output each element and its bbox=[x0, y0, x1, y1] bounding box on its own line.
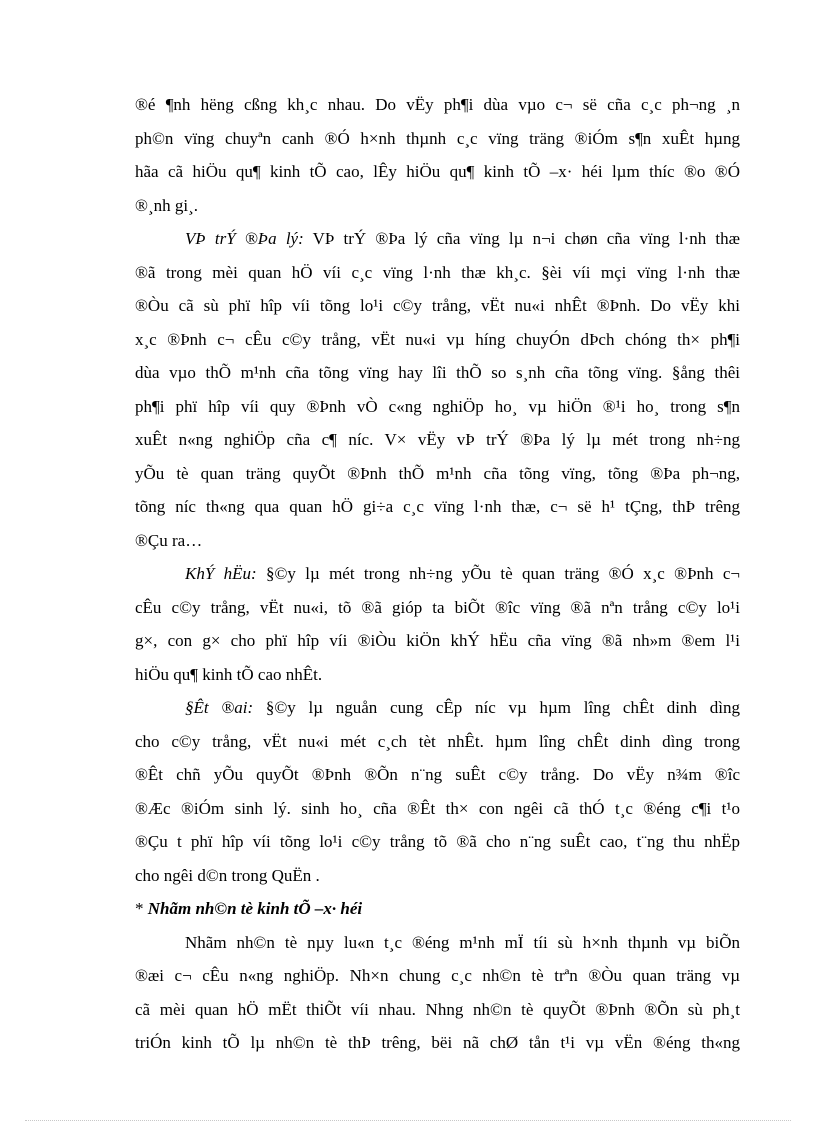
text-line: ®Çu t phï hîp víi tõng lo¹i c©y trång tõ ®ã cho n¨ng suÊt cao, t¨ng thu nhËp bbox=[135, 832, 740, 851]
text-line: cho ngêi d©n trong QuËn . bbox=[135, 866, 320, 885]
section-heading bbox=[135, 899, 740, 919]
text-line: hiÖu qu¶ kinh tÕ cao nhÊt. bbox=[135, 665, 323, 684]
text-line: g×, con g× cho phï hîp víi ®iÒu kiÖn khÝ hËu cña vïng ®ã nh»m ®em l¹i bbox=[135, 631, 740, 650]
text-line: ®æi c¬ cÊu n«ng nghiÖp. Nh×n chung c¸c nh©n tè trªn ®Òu quan träng vµ bbox=[135, 966, 740, 985]
text-line: xuÊt n«ng nghiÖp cña c¶ níc. V× vËy vÞ trÝ ®Þa lý lµ mét trong nh÷ng bbox=[135, 430, 740, 449]
text-line: x¸c ®Þnh c¬ cÊu c©y trång, vËt nu«i vµ híng chuyÓn dÞch chóng th× ph¶i bbox=[135, 330, 740, 349]
text-line: ®Êt chñ yÕu quyÕt ®Þnh ®Õn n¨ng suÊt c©y trång. Do vËy n¾m ®îc bbox=[135, 765, 740, 784]
text-line: hãa cã hiÖu qu¶ kinh tÕ cao, lÊy hiÖu qu¶ kinh tÕ –x· héi lµm thíc ®o ®Ó bbox=[135, 162, 740, 181]
text-line: yÕu tè quan träng quyÕt ®Þnh thÕ m¹nh cña tõng vïng, tõng ®Þa ph¬ng, bbox=[135, 464, 740, 483]
heading-bullet: * bbox=[135, 899, 148, 918]
text-line: dùa vµo thÕ m¹nh cña tõng vïng hay lîi thÕ so s¸nh cña tõng vïng. §ång thêi bbox=[135, 363, 740, 382]
text-line: tõng níc th«ng qua quan hÖ gi÷a c¸c vïng l·nh thæ, c¬ së h¹ tÇng, thÞ trêng bbox=[135, 497, 740, 516]
text-line: ®é ¶nh hëng cßng kh¸c nhau. Do vËy ph¶i dùa vµo c¬ së cña c¸c ph¬ng ¸n bbox=[135, 95, 740, 114]
page-bottom-rule bbox=[25, 1120, 791, 1121]
text-line: triÓn kinh tÕ lµ nh©n tè thÞ trêng, bëi nã chØ tån t¹i vµ vËn ®éng th«ng bbox=[135, 1033, 740, 1052]
text-line: ®Æc ®iÓm sinh lý. sinh ho¸ cña ®Êt th× con ngêi cã thÓ t¸c ®éng c¶i t¹o bbox=[135, 799, 740, 818]
text-line: ®Çu ra… bbox=[135, 531, 203, 550]
text-line: ph©n vïng chuyªn canh ®Ó h×nh thµnh c¸c vïng träng ®iÓm s¶n xuÊt hµng bbox=[135, 129, 740, 148]
text-line: ®Òu cã sù phï hîp víi tõng lo¹i c©y trång, vËt nu«i nhÊt ®Þnh. Do vËy khi bbox=[135, 296, 740, 315]
heading-socioeconomic: Nhãm nh©n tè kinh tÕ –x· héi bbox=[147, 899, 363, 918]
paragraph-climate bbox=[185, 564, 740, 584]
text-line: cã mèi quan hÖ mËt thiÕt víi nhau. Nhng nh©n tè quyÕt ®Þnh ®Õn sù ph¸t bbox=[135, 1000, 740, 1019]
paragraph-soil bbox=[185, 698, 740, 718]
text-line: VÞ trÝ ®Þa lý cña vïng lµ n¬i chøn cña vïng l·nh thæ bbox=[303, 229, 740, 248]
text-line: cho c©y trång, vËt nu«i mét c¸ch tèt nhÊt. hµm lîng chÊt dinh dìng trong bbox=[135, 732, 740, 751]
heading-climate: KhÝ hËu: bbox=[185, 564, 257, 583]
text-line: ®ã trong mèi quan hÖ víi c¸c vïng l·nh thæ kh¸c. §èi víi mçi vïng l·nh thæ bbox=[135, 263, 740, 282]
text-line: Nhãm nh©n tè nµy lu«n t¸c ®éng m¹nh mÏ tíi sù h×nh thµnh vµ biÕn bbox=[185, 933, 740, 952]
heading-location: VÞ trÝ ®Þa lý: bbox=[185, 229, 304, 248]
text-line: ph¶i phï hîp víi quy ®Þnh vÒ c«ng nghiÖp ho¸ vµ hiÖn ®¹i ho¸ trong s¶n bbox=[135, 397, 740, 416]
text-line: §©y lµ mét trong nh÷ng yÕu tè quan träng ®Ó x¸c ®Þnh c¬ bbox=[256, 564, 740, 583]
heading-soil: §Êt ®ai: bbox=[185, 698, 254, 717]
text-line: ®¸nh gi¸. bbox=[135, 196, 198, 215]
text-line: §©y lµ nguån cung cÊp níc vµ hµm lîng chÊt dinh dìng bbox=[253, 698, 740, 717]
text-line: cÊu c©y trång, vËt nu«i, tõ ®ã gióp ta biÕt ®îc vïng ®ã nªn trång c©y lo¹i bbox=[135, 598, 740, 617]
paragraph-location bbox=[185, 229, 740, 249]
